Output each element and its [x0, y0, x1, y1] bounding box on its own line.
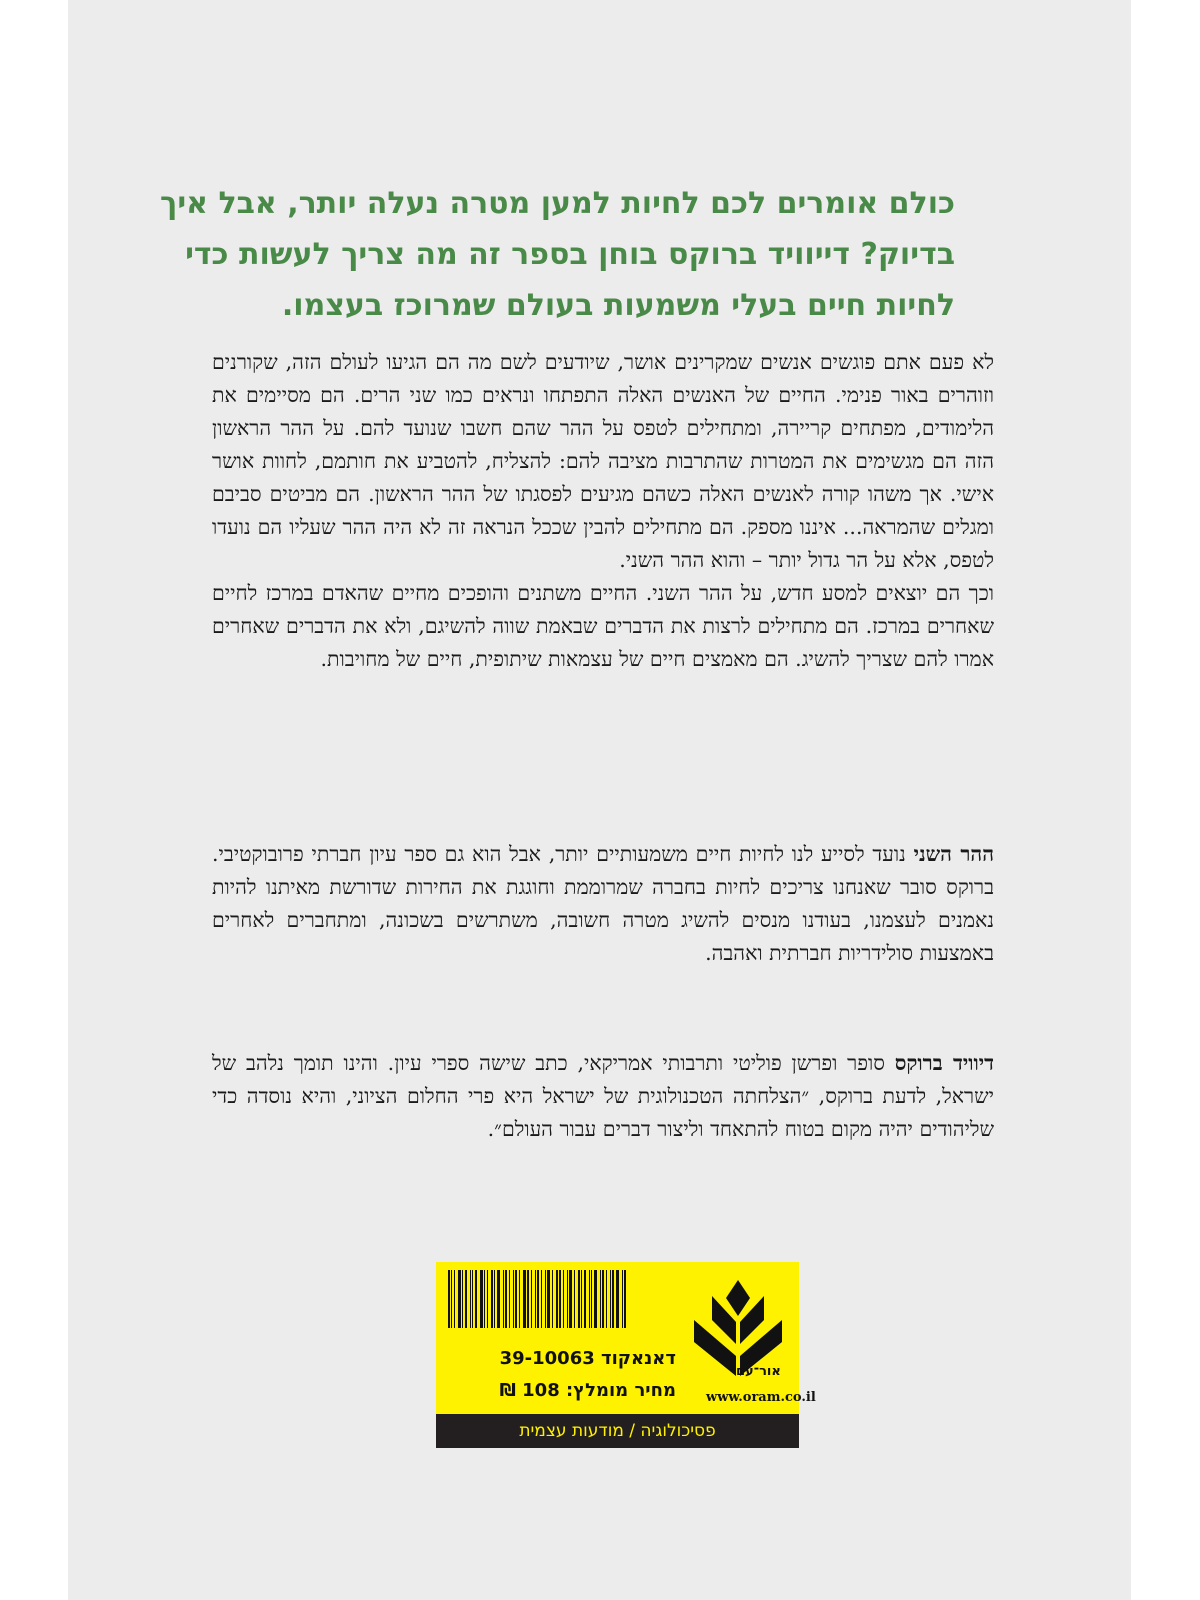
- barcode-bar: [569, 1270, 572, 1328]
- barcode-bar: [552, 1270, 553, 1328]
- barcode-bar: [584, 1270, 586, 1328]
- barcode-bar: [472, 1270, 473, 1328]
- blurb-body: [212, 346, 994, 676]
- barcode-bar: [624, 1270, 626, 1328]
- barcode-bar: [541, 1270, 542, 1328]
- barcode-bar: [487, 1270, 488, 1328]
- barcode-bar: [556, 1270, 558, 1328]
- cover-headline: כולם אומרים לכם לחיות למען מטרה נעלה יותר, אבל איך בדיוק? דייוויד ברוקס בוחן בספר זה מה צריך לעשות כדי לחיות חיים בעלי משמעות בעולם שמרוכז בעצמו.: [160, 186, 955, 323]
- barcode-bar: [589, 1270, 590, 1328]
- blurb-paragraph-1: לא פעם אתם פוגשים אנשים שמקרינים אושר, שיודעים לשם מה הם הגיעו לעולם הזה, שקורנים וזוהרים באור פנימי. החיים של האנשים האלה התפתחו ונראים כמו שני הרים. הם מסיימים את הלימודים, מפתחים קריירה, ומתחילים לטפס על ההר שהם חשבו שנועד להם. על ההר הראשון הזה הם מגשימים את המטרות שהתרבות מציבה להם: להצליח, להטביע את חותמם, לחוות אושר אישי. אך משהו קורה לאנשים האלה כשהם מגיעים לפסגתו של ההר הראשון. הם מביטים סביבם ומגלים שהמראה... איננו מספק. הם מתחילים להבין שככל הנראה זה לא היה ההר שעליו הם נועדו לטפס, אלא על הר גדול יותר – והוא ההר השני.: [212, 350, 994, 572]
- barcode-bar: [545, 1270, 546, 1328]
- barcode-bar: [480, 1270, 483, 1328]
- dan-code: דאנאקוד 39-10063: [499, 1348, 676, 1369]
- publisher-url: www.oram.co.il: [706, 1390, 816, 1405]
- barcode-bar: [470, 1270, 471, 1328]
- author-bio: [212, 1047, 994, 1146]
- barcode-bar: [523, 1270, 526, 1328]
- barcode-bar: [503, 1270, 504, 1328]
- book-description-paragraph: [212, 838, 994, 970]
- barcode-bar: [491, 1270, 493, 1328]
- barcode-bar: [462, 1270, 463, 1328]
- barcode-bar: [535, 1270, 536, 1328]
- blurb-paragraph-2: וכך הם יוצאים למסע חדש, על ההר השני. החיים משתנים והופכים מחיים שהאדם במרכז לחיים שאחרים במרכז. הם מתחילים לרצות את הדברים שבאמת שווה להשיגם, ולא את הדברים שאחרים אמרו להם שצריך להשיג. הם מאמצים חיים של עצמאות שיתופית, חיים של מחויבות.: [212, 581, 994, 671]
- barcode-bar: [454, 1270, 455, 1328]
- barcode: [448, 1270, 676, 1328]
- barcode-bar: [451, 1270, 452, 1328]
- book-title-inline: ההר השני: [913, 842, 994, 866]
- barcode-bar: [497, 1270, 500, 1328]
- barcode-bar: [563, 1270, 564, 1328]
- barcode-bar: [591, 1270, 592, 1328]
- barcode-bar: [494, 1270, 495, 1328]
- barcode-bar: [610, 1270, 611, 1328]
- barcode-bar: [509, 1270, 510, 1328]
- barcode-bar: [574, 1270, 575, 1328]
- barcode-bar: [602, 1270, 604, 1328]
- barcode-sticker: [436, 1262, 816, 1448]
- barcode-bar: [448, 1270, 450, 1328]
- author-bio-text: סופר ופרשן פוליטי ותרבותי אמריקאי, כתב שישה ספרי עיון. והינו תומך נלהב של ישראל, לדעת ברוקס, ״הצלחתה הטכנולוגית של ישראל היא פרי החלום הציוני, והיא נוסדה כדי שליהודים יהיה מקום בטוח להתאחד וליצור דברים עבור העולם״.: [212, 1051, 994, 1141]
- author-name-inline: דיוויד ברוקס: [894, 1051, 994, 1075]
- barcode-bar: [581, 1270, 582, 1328]
- barcode-bar: [531, 1270, 532, 1328]
- barcode-bar: [527, 1270, 529, 1328]
- price-label: מחיר מומלץ: 108 ₪: [499, 1380, 676, 1401]
- barcode-bar: [622, 1270, 623, 1328]
- barcode-bar: [515, 1270, 517, 1328]
- publisher-name: אור־עם: [736, 1364, 781, 1379]
- book-description-text: נועד לסייע לנו לחיות חיים משמעותיים יותר, אבל הוא גם ספר עיון חברתי פרובוקטיבי. ברוקס סובר שאנחנו צריכים לחיות בחברה שמרוממת וחוגגת את החירות שדורשת מאיתנו להיות נאמנים לעצמנו, בעודנו מנסים להשיג מטרה חשובה, משתרשים בשכונה, ומתחברים לאחרים באמצעות סולידריות חברתית ואהבה.: [212, 842, 994, 965]
- barcode-bar: [594, 1270, 597, 1328]
- barcode-bar: [537, 1270, 539, 1328]
- book-description: [212, 838, 994, 970]
- author-bio-paragraph: [212, 1047, 994, 1146]
- barcode-bar: [547, 1270, 550, 1328]
- barcode-bar: [513, 1270, 514, 1328]
- barcode-bar: [519, 1270, 520, 1328]
- barcode-bar: [559, 1270, 561, 1328]
- barcode-bar: [616, 1270, 619, 1328]
- barcode-bar: [458, 1270, 461, 1328]
- barcode-bar: [505, 1270, 507, 1328]
- barcode-bar: [484, 1270, 485, 1328]
- barcode-bar: [606, 1270, 607, 1328]
- barcode-bar: [475, 1270, 477, 1328]
- category-label: פסיכולוגיה / מודעות עצמית: [436, 1414, 799, 1448]
- barcode-bar: [567, 1270, 568, 1328]
- barcode-bar: [465, 1270, 467, 1328]
- barcode-bar: [600, 1270, 601, 1328]
- barcode-bar: [578, 1270, 580, 1328]
- barcode-bar: [612, 1270, 614, 1328]
